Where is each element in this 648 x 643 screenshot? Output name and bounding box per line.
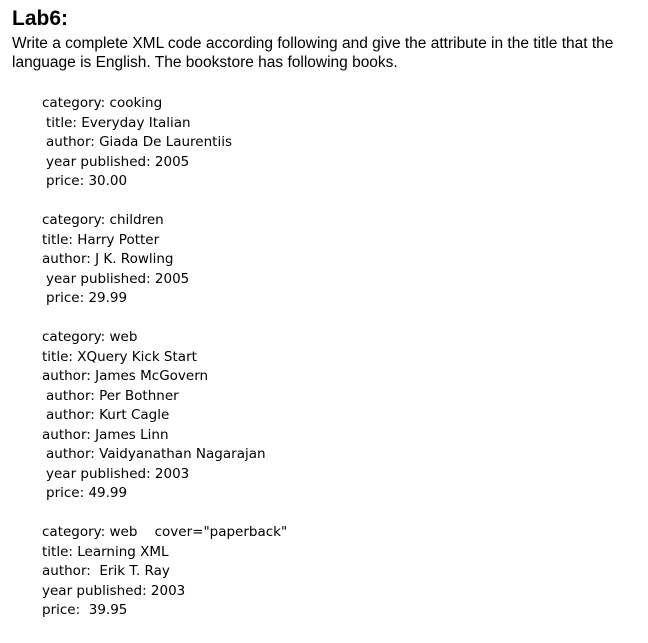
lab-title: Lab6: xyxy=(12,7,69,30)
book-category: category: web xyxy=(42,329,138,345)
book-category: category: children xyxy=(42,212,164,228)
book-title: title: XQuery Kick Start xyxy=(42,348,197,365)
book-title: title: Learning XML xyxy=(42,543,169,560)
book-entry xyxy=(42,211,287,309)
book-title: title: Everyday Italian xyxy=(46,114,191,131)
book-price: price: 39.95 xyxy=(42,602,128,618)
book-author: author: James McGovern xyxy=(42,368,209,384)
book-author: author: Erik T. Ray xyxy=(42,563,170,579)
book-price: price: 49.99 xyxy=(46,485,128,501)
book-author: author: Per Bothner xyxy=(46,387,179,404)
book-author: author: Kurt Cagle xyxy=(46,407,170,423)
book-author: author: J K. Rowling xyxy=(42,251,174,267)
book-price: price: 29.99 xyxy=(46,290,128,306)
book-year: year published: 2003 xyxy=(42,582,186,599)
book-year: year published: 2003 xyxy=(46,465,190,482)
book-entry xyxy=(42,328,287,504)
book-author: author: Giada De Laurentiis xyxy=(46,134,232,150)
book-author: author: James Linn xyxy=(42,426,169,443)
document-header xyxy=(12,6,642,72)
book-list xyxy=(42,94,287,640)
book-category: category: cooking xyxy=(42,95,163,111)
book-title: title: Harry Potter xyxy=(42,231,160,248)
book-year: year published: 2005 xyxy=(46,153,190,170)
book-entry xyxy=(42,94,287,192)
book-entry xyxy=(42,523,287,621)
book-author: author: Vaidyanathan Nagarajan xyxy=(46,446,266,462)
book-price: price: 30.00 xyxy=(46,173,128,189)
lab-instructions: Write a complete XML code according following and give the attribute in the title that the language is English. The bookstore has following books. xyxy=(12,35,614,71)
book-category: category: web cover="paperback" xyxy=(42,524,288,540)
book-year: year published: 2005 xyxy=(46,270,190,287)
